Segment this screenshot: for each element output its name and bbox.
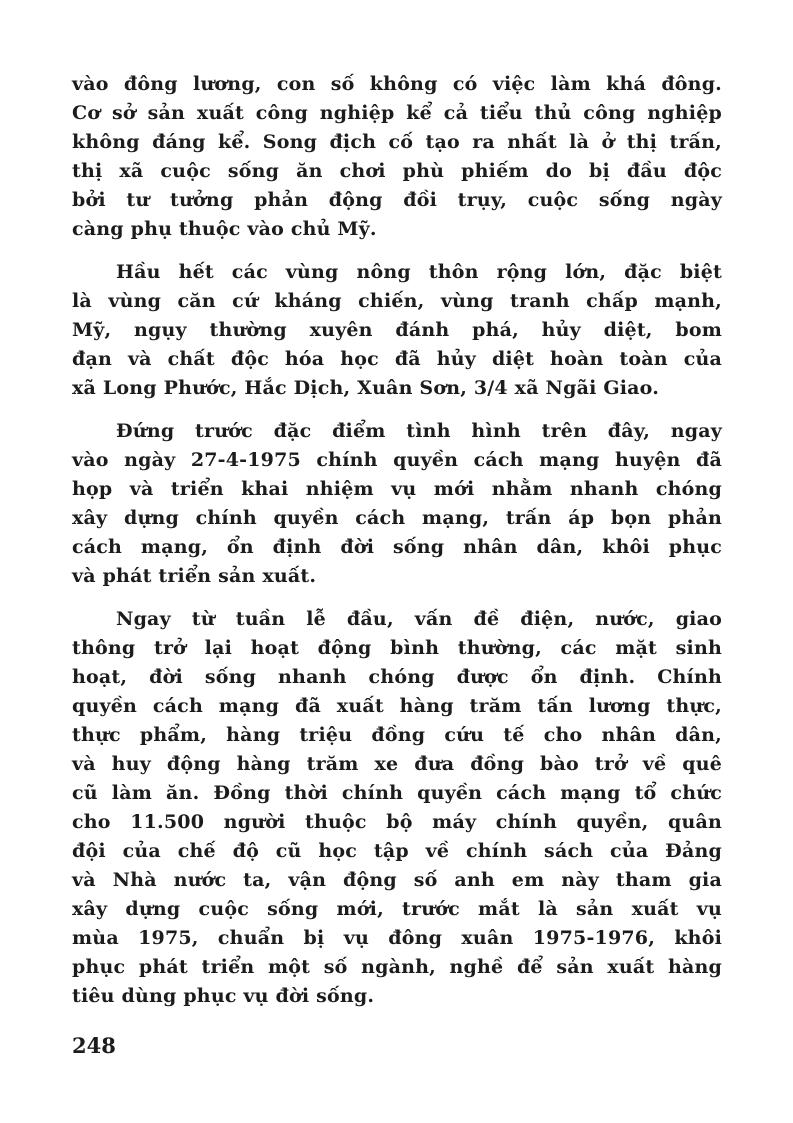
text-line: mùa 1975, chuẩn bị vụ đông xuân 1975-1976, khôi: [72, 927, 722, 949]
text-line: thông trở lại hoạt động bình thường, các mặt sinh: [72, 637, 722, 659]
text-line: cho 11.500 người thuộc bộ máy chính quyền, quân: [72, 811, 722, 833]
text-line: vào ngày 27-4-1975 chính quyền cách mạng huyện đã: [72, 449, 722, 471]
text-line: phục phát triển một số ngành, nghề để sản xuất hàng: [72, 956, 722, 978]
text-line: họp và triển khai nhiệm vụ mới nhằm nhanh chóng: [72, 478, 722, 500]
paragraph-1: [72, 70, 722, 244]
text-line: và huy động hàng trăm xe đưa đồng bào trở về quê: [72, 753, 722, 775]
text-line: Hầu hết các vùng nông thôn rộng lớn, đặc biệt: [116, 261, 722, 283]
text-line: hoạt, đời sống nhanh chóng được ổn định. Chính: [72, 666, 722, 688]
text-line: càng phụ thuộc vào chủ Mỹ.: [72, 218, 377, 240]
text-line: Ngay từ tuần lễ đầu, vấn đề điện, nước, giao: [116, 608, 722, 630]
paragraph-3: [72, 417, 722, 591]
paragraph-2: [72, 258, 722, 403]
text-line: và phát triển sản xuất.: [72, 565, 317, 587]
text-line: tiêu dùng phục vụ đời sống.: [72, 985, 375, 1007]
text-line: Cơ sở sản xuất công nghiệp kể cả tiểu thủ công nghiệp: [72, 102, 722, 124]
page-number: 248: [72, 1033, 116, 1058]
text-line: Mỹ, ngụy thường xuyên đánh phá, hủy diệt, bom: [72, 319, 722, 341]
text-line: không đáng kể. Song địch cố tạo ra nhất là ở thị trấn,: [72, 131, 722, 153]
text-line: vào đông lương, con số không có việc làm khá đông.: [72, 73, 722, 95]
paragraph-4: [72, 605, 722, 1011]
text-line: quyền cách mạng đã xuất hàng trăm tấn lương thực,: [72, 695, 722, 717]
text-line: xây dựng cuộc sống mới, trước mắt là sản xuất vụ: [72, 898, 722, 920]
text-line: thực phẩm, hàng triệu đồng cứu tế cho nhân dân,: [72, 724, 722, 746]
text-line: đội của chế độ cũ học tập về chính sách của Đảng: [72, 840, 722, 862]
text-line: Đứng trước đặc điểm tình hình trên đây, ngay: [116, 420, 722, 442]
text-line: đạn và chất độc hóa học đã hủy diệt hoàn toàn của: [72, 348, 722, 370]
text-line: cũ làm ăn. Đồng thời chính quyền cách mạng tổ chức: [72, 782, 722, 804]
text-line: là vùng căn cứ kháng chiến, vùng tranh chấp mạnh,: [72, 290, 722, 312]
text-line: và Nhà nước ta, vận động số anh em này tham gia: [72, 869, 722, 891]
page-body: [72, 70, 722, 1011]
text-line: thị xã cuộc sống ăn chơi phù phiếm do bị đầu độc: [72, 160, 722, 182]
text-line: bởi tư tưởng phản động đồi trụy, cuộc sống ngày: [72, 189, 722, 211]
text-line: xây dựng chính quyền cách mạng, trấn áp bọn phản: [72, 507, 722, 529]
text-line: cách mạng, ổn định đời sống nhân dân, khôi phục: [72, 536, 722, 558]
text-line: xã Long Phước, Hắc Dịch, Xuân Sơn, 3/4 xã Ngãi Giao.: [72, 377, 660, 399]
